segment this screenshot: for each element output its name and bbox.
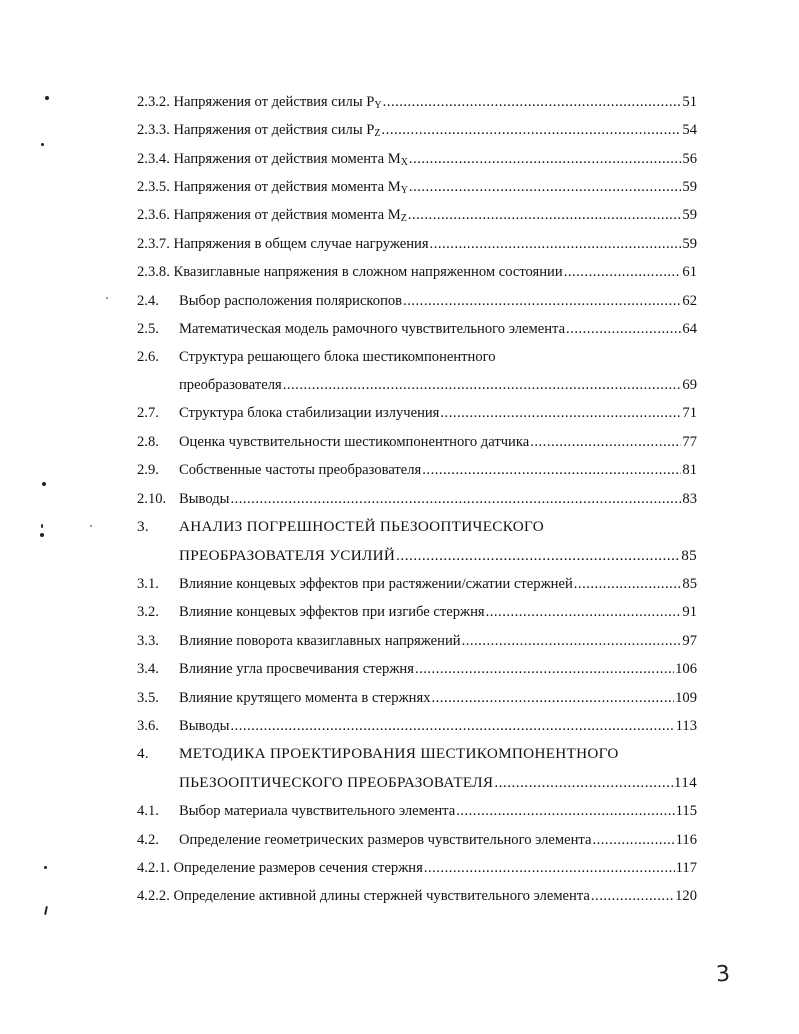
toc-chapter-3-line2 [179,545,697,567]
scan-speck [45,96,49,100]
toc-page: 109 [675,690,697,706]
toc-title [174,204,407,226]
toc-number: 3. [137,518,149,535]
toc-title [174,119,381,141]
toc-number: 2.7. [137,405,159,421]
toc-number: 3.6. [137,718,159,734]
toc-title: Выводы [179,491,230,507]
toc-number: 4.2. [137,832,159,848]
toc-entry-3-2 [137,601,697,623]
toc-page: 51 [682,94,697,110]
toc-title: Определение активной длины стержней чувствительного элемента [173,888,590,904]
dot-leader [592,829,674,851]
toc-number: 2.3.3. [137,122,170,138]
toc-entry-2-6-line1 [137,346,496,368]
toc-entry-2-5 [137,318,697,340]
dot-leader [409,176,681,198]
dot-leader [494,772,673,794]
toc-entry-3-4 [137,658,697,680]
toc-title [174,148,408,170]
toc-number: 3.1. [137,576,159,592]
toc-page: 71 [682,405,697,421]
dot-leader [415,658,674,680]
toc-title: Влияние угла просвечивания стержня [179,661,414,677]
toc-page: 56 [682,151,697,167]
dot-leader [424,857,675,879]
dot-leader [408,204,682,226]
toc-chapter-4-line2 [179,772,697,794]
scan-speck [41,143,44,146]
dot-leader [230,715,674,737]
toc-title: Оценка чувствительности шестикомпонентного датчика [179,434,530,450]
toc-page: 115 [675,803,697,819]
toc-page: 106 [675,661,697,677]
toc-title: Выбор материала чувствительного элемента [179,803,456,819]
toc-title: Собственные частоты преобразователя [179,462,422,478]
toc-title: Определение геометрических размеров чувствительного элемента [179,832,592,848]
toc-entry-2-3-7 [137,233,697,255]
scan-speck [41,524,43,528]
toc-title: Влияние крутящего момента в стержнях [179,690,431,706]
toc-number: 4.1. [137,803,159,819]
toc-title-text: Напряжения от действия силы P [173,94,375,110]
toc-page: 59 [682,207,697,223]
toc-page: 120 [675,888,697,904]
toc-chapter-3-line1 [137,516,544,538]
toc-title-subscript: X [400,157,408,168]
toc-number: 2.5. [137,321,159,337]
toc-entry-2-3-5 [137,176,697,198]
toc-entry-2-3-6 [137,204,697,226]
dot-leader [283,374,682,396]
dot-leader [422,459,681,481]
toc-page: 91 [682,604,697,620]
scan-speck [106,297,108,299]
toc-title-subscript: Z [400,213,407,224]
dot-leader [382,119,682,141]
dot-leader [396,545,680,567]
toc-page: 85 [682,576,697,592]
dot-leader [230,488,681,510]
toc-title: Влияние концевых эффектов при изгибе стержня [179,604,485,620]
toc-page: 81 [682,462,697,478]
dot-leader [456,800,674,822]
toc-chapter-4-line1 [137,743,619,765]
toc-page: 64 [682,321,697,337]
toc-title-continued: преобразователя [179,377,282,393]
toc-title [174,176,408,198]
toc-number: 2.10. [137,491,167,507]
toc-title-subscript: Y [400,185,408,196]
toc-entry-2-9 [137,459,697,481]
toc-page: 69 [682,377,697,393]
toc-entry-4-2-1 [137,857,697,879]
dot-leader [383,91,682,113]
toc-number: 3.5. [137,690,159,706]
toc-title-subscript: Y [374,100,382,111]
toc-page: 83 [682,491,697,507]
toc-number: 2.4. [137,293,159,309]
dot-leader [486,601,682,623]
toc-page: 61 [682,264,697,280]
toc-number: 4. [137,745,149,762]
dot-leader [403,290,681,312]
toc-number: 2.3.2. [137,94,170,110]
toc-number: 2.3.6. [137,207,170,223]
scan-speck [42,482,46,486]
toc-title: Определение размеров сечения стержня [173,860,423,876]
toc-page: 113 [675,718,697,734]
toc-title: Структура блока стабилизации излучения [179,405,440,421]
toc-number: 3.3. [137,633,159,649]
toc-entry-4-1 [137,800,697,822]
toc-entry-2-3-3 [137,119,697,141]
toc-title: Выводы [179,718,230,734]
toc-title: Структура решающего блока шестикомпонентного [179,349,496,365]
toc-title: Влияние поворота квазиглавных напряжений [179,633,461,649]
toc-entry-4-2-2 [137,885,697,907]
dot-leader [409,148,681,170]
toc-entry-3-3 [137,630,697,652]
toc-page: 85 [681,547,697,564]
toc-title: Квазиглавные напряжения в сложном напряженном состоянии [173,264,563,280]
toc-title: АНАЛИЗ ПОГРЕШНОСТЕЙ ПЬЕЗООПТИЧЕСКОГО [179,518,544,535]
toc-entry-2-7 [137,402,697,424]
toc-page: 97 [682,633,697,649]
toc-number: 3.2. [137,604,159,620]
toc-entry-3-6 [137,715,697,737]
dot-leader [591,885,674,907]
toc-page: 116 [675,832,697,848]
toc-entry-2-4 [137,290,697,312]
dot-leader [440,402,681,424]
toc-entry-4-2 [137,829,697,851]
toc-title: Математическая модель рамочного чувствительного элемента [179,321,566,337]
toc-number: 4.2.2. [137,888,170,904]
toc-entry-2-10 [137,488,697,510]
toc-number: 2.8. [137,434,159,450]
scan-speck [40,533,44,537]
toc-number: 2.3.7. [137,236,170,252]
toc-title-text: Напряжения от действия момента M [173,179,401,195]
toc-title: Влияние концевых эффектов при растяжении/сжатии стержней [179,576,573,592]
toc-page: 62 [682,293,697,309]
scan-speck [44,906,48,915]
dot-leader [566,318,681,340]
toc-title-text: Напряжения от действия силы P [173,122,375,138]
toc-title-continued: ПРЕОБРАЗОВАТЕЛЯ УСИЛИЙ [179,547,396,564]
toc-page: 77 [682,434,697,450]
dot-leader [574,573,682,595]
toc-number: 3.4. [137,661,159,677]
toc-number: 2.3.4. [137,151,170,167]
toc-page: 59 [682,236,697,252]
toc-entry-3-5 [137,687,697,709]
scan-speck [90,525,92,527]
dot-leader [564,261,682,283]
toc-page: 59 [682,179,697,195]
toc-title-text: Напряжения от действия момента M [173,151,401,167]
toc-entry-2-3-4 [137,148,697,170]
toc-number: 2.3.5. [137,179,170,195]
page-number: 3 [715,961,731,988]
toc-title-text: Напряжения от действия момента M [173,207,401,223]
toc-title-subscript: Z [374,128,381,139]
dot-leader [462,630,682,652]
toc-entry-2-3-2 [137,91,697,113]
toc-entry-2-6-line2 [179,374,697,396]
toc-number: 2.6. [137,349,159,365]
toc-entry-3-1 [137,573,697,595]
toc-number: 4.2.1. [137,860,170,876]
toc-title [174,91,382,113]
dot-leader [530,431,681,453]
toc-page: 117 [675,860,697,876]
dot-leader [430,233,682,255]
toc-title-continued: ПЬЕЗООПТИЧЕСКОГО ПРЕОБРАЗОВАТЕЛЯ [179,774,494,791]
toc-title: Напряжения в общем случае нагружения [173,236,429,252]
toc-number: 2.3.8. [137,264,170,280]
toc-entry-2-8 [137,431,697,453]
toc-number: 2.9. [137,462,159,478]
dot-leader [432,687,675,709]
toc-page: 54 [682,122,697,138]
toc-title: МЕТОДИКА ПРОЕКТИРОВАНИЯ ШЕСТИКОМПОНЕНТНОГО [179,745,619,762]
toc-title: Выбор расположения полярископов [179,293,403,309]
toc-page: 114 [673,774,697,791]
toc-entry-2-3-8 [137,261,697,283]
scan-speck [44,866,47,869]
